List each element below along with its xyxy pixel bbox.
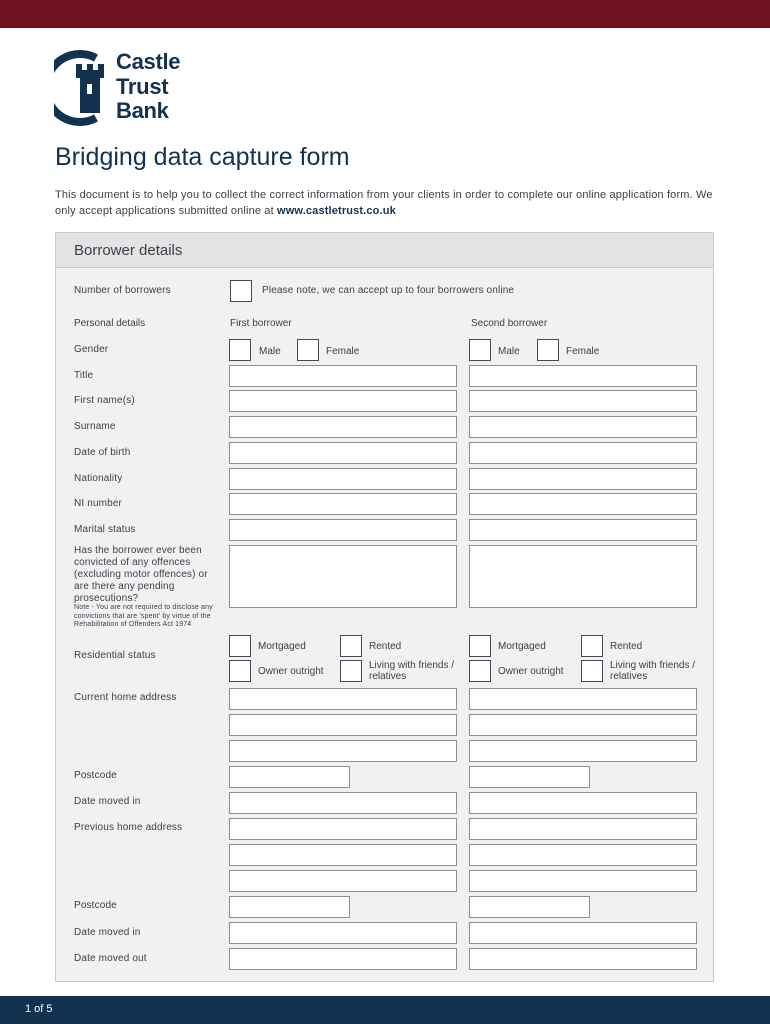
dob-label: Date of birth <box>74 447 131 458</box>
castle-tower-icon <box>54 50 112 126</box>
second-surname-input[interactable] <box>469 416 697 438</box>
second-previous-address-line2[interactable] <box>469 844 697 866</box>
first-mortgaged-checkbox[interactable] <box>229 635 251 657</box>
intro-paragraph: This document is to help you to collect the correct information from your clients in order to complete our online application form. We only accept applications submitted online at www.castletrust.co.uk <box>55 189 713 217</box>
postcode-label: Postcode <box>74 770 117 781</box>
residential-status-label: Residential status <box>74 650 156 661</box>
second-mortgaged-checkbox[interactable] <box>469 635 491 657</box>
first-postcode-input[interactable] <box>229 766 350 788</box>
first-living-with-label: Living with friends / relatives <box>369 660 455 682</box>
first-first-names-input[interactable] <box>229 390 457 412</box>
first-marital-input[interactable] <box>229 519 457 541</box>
date-moved-in-label: Date moved in <box>74 796 141 807</box>
first-living-with-checkbox[interactable] <box>340 660 362 682</box>
borrowers-note: Please note, we can accept up to four borrowers online <box>262 285 515 296</box>
second-male-label: Male <box>498 346 520 357</box>
section-title: Borrower details <box>74 242 183 259</box>
castle-trust-bank-logo <box>54 50 204 126</box>
first-female-label: Female <box>326 346 360 357</box>
current-address-label: Current home address <box>74 692 177 703</box>
previous-address-label: Previous home address <box>74 822 183 833</box>
first-dob-input[interactable] <box>229 442 457 464</box>
nationality-label: Nationality <box>74 473 123 484</box>
first-current-address-line1[interactable] <box>229 688 457 710</box>
page-title: Bridging data capture form <box>55 143 350 171</box>
personal-details-heading: Personal details <box>74 318 146 329</box>
number-of-borrowers-input[interactable] <box>230 280 252 302</box>
second-current-address-line3[interactable] <box>469 740 697 762</box>
first-previous-address-line1[interactable] <box>229 818 457 840</box>
second-title-input[interactable] <box>469 365 697 387</box>
second-male-checkbox[interactable] <box>469 339 491 361</box>
first-current-address-line3[interactable] <box>229 740 457 762</box>
second-current-address-line2[interactable] <box>469 714 697 736</box>
second-dob-input[interactable] <box>469 442 697 464</box>
convictions-note: Note - You are not required to disclose any convictions that are 'spent' by virtue of the Rehabilitation of Offenders Act 1974 <box>74 604 213 628</box>
second-living-with-label: Living with friends / relatives <box>610 660 696 682</box>
borrower-details-panel <box>55 232 714 982</box>
first-rented-checkbox[interactable] <box>340 635 362 657</box>
first-borrower-heading: First borrower <box>230 318 292 329</box>
first-previous-postcode-input[interactable] <box>229 896 350 918</box>
second-previous-address-line1[interactable] <box>469 818 697 840</box>
date-moved-out-label: Date moved out <box>74 953 147 964</box>
website-link[interactable]: www.castletrust.co.uk <box>277 205 396 217</box>
second-owner-outright-label: Owner outright <box>498 666 564 677</box>
second-moved-out-input[interactable] <box>469 948 697 970</box>
second-living-with-checkbox[interactable] <box>581 660 603 682</box>
date-moved-in-label-2: Date moved in <box>74 927 141 938</box>
first-current-address-line2[interactable] <box>229 714 457 736</box>
top-banner <box>0 0 770 28</box>
first-previous-address-line3[interactable] <box>229 870 457 892</box>
second-first-names-input[interactable] <box>469 390 697 412</box>
logo-wordmark: Castle Trust Bank <box>116 49 181 123</box>
convictions-question: Has the borrower ever been convicted of any offences (excluding motor offences) or are there any pending prosecutions? <box>74 545 208 604</box>
second-previous-moved-in-input[interactable] <box>469 922 697 944</box>
first-convictions-input[interactable] <box>229 545 457 608</box>
first-moved-out-input[interactable] <box>229 948 457 970</box>
second-convictions-input[interactable] <box>469 545 697 608</box>
second-nationality-input[interactable] <box>469 468 697 490</box>
marital-status-label: Marital status <box>74 524 136 535</box>
first-surname-input[interactable] <box>229 416 457 438</box>
first-names-label: First name(s) <box>74 395 135 406</box>
section-header <box>56 233 713 268</box>
ni-number-label: NI number <box>74 498 123 509</box>
first-ni-input[interactable] <box>229 493 457 515</box>
second-current-address-line1[interactable] <box>469 688 697 710</box>
first-previous-moved-in-input[interactable] <box>229 922 457 944</box>
surname-label: Surname <box>74 421 116 432</box>
first-owner-outright-label: Owner outright <box>258 666 324 677</box>
second-borrower-heading: Second borrower <box>471 318 548 329</box>
first-male-label: Male <box>259 346 281 357</box>
first-title-input[interactable] <box>229 365 457 387</box>
first-owner-outright-checkbox[interactable] <box>229 660 251 682</box>
first-male-checkbox[interactable] <box>229 339 251 361</box>
second-rented-checkbox[interactable] <box>581 635 603 657</box>
page-number: 1 of 5 <box>25 1003 53 1015</box>
first-female-checkbox[interactable] <box>297 339 319 361</box>
second-date-moved-in-input[interactable] <box>469 792 697 814</box>
second-postcode-input[interactable] <box>469 766 590 788</box>
second-previous-address-line3[interactable] <box>469 870 697 892</box>
second-previous-postcode-input[interactable] <box>469 896 590 918</box>
first-rented-label: Rented <box>369 641 402 652</box>
first-date-moved-in-input[interactable] <box>229 792 457 814</box>
second-marital-input[interactable] <box>469 519 697 541</box>
second-rented-label: Rented <box>610 641 643 652</box>
footer-bar <box>0 996 770 1024</box>
second-ni-input[interactable] <box>469 493 697 515</box>
number-of-borrowers-label: Number of borrowers <box>74 285 171 296</box>
second-owner-outright-checkbox[interactable] <box>469 660 491 682</box>
title-label: Title <box>74 370 94 381</box>
gender-label: Gender <box>74 344 109 355</box>
second-female-checkbox[interactable] <box>537 339 559 361</box>
first-nationality-input[interactable] <box>229 468 457 490</box>
first-previous-address-line2[interactable] <box>229 844 457 866</box>
second-female-label: Female <box>566 346 600 357</box>
postcode-label-2: Postcode <box>74 900 117 911</box>
first-mortgaged-label: Mortgaged <box>258 641 306 652</box>
second-mortgaged-label: Mortgaged <box>498 641 546 652</box>
